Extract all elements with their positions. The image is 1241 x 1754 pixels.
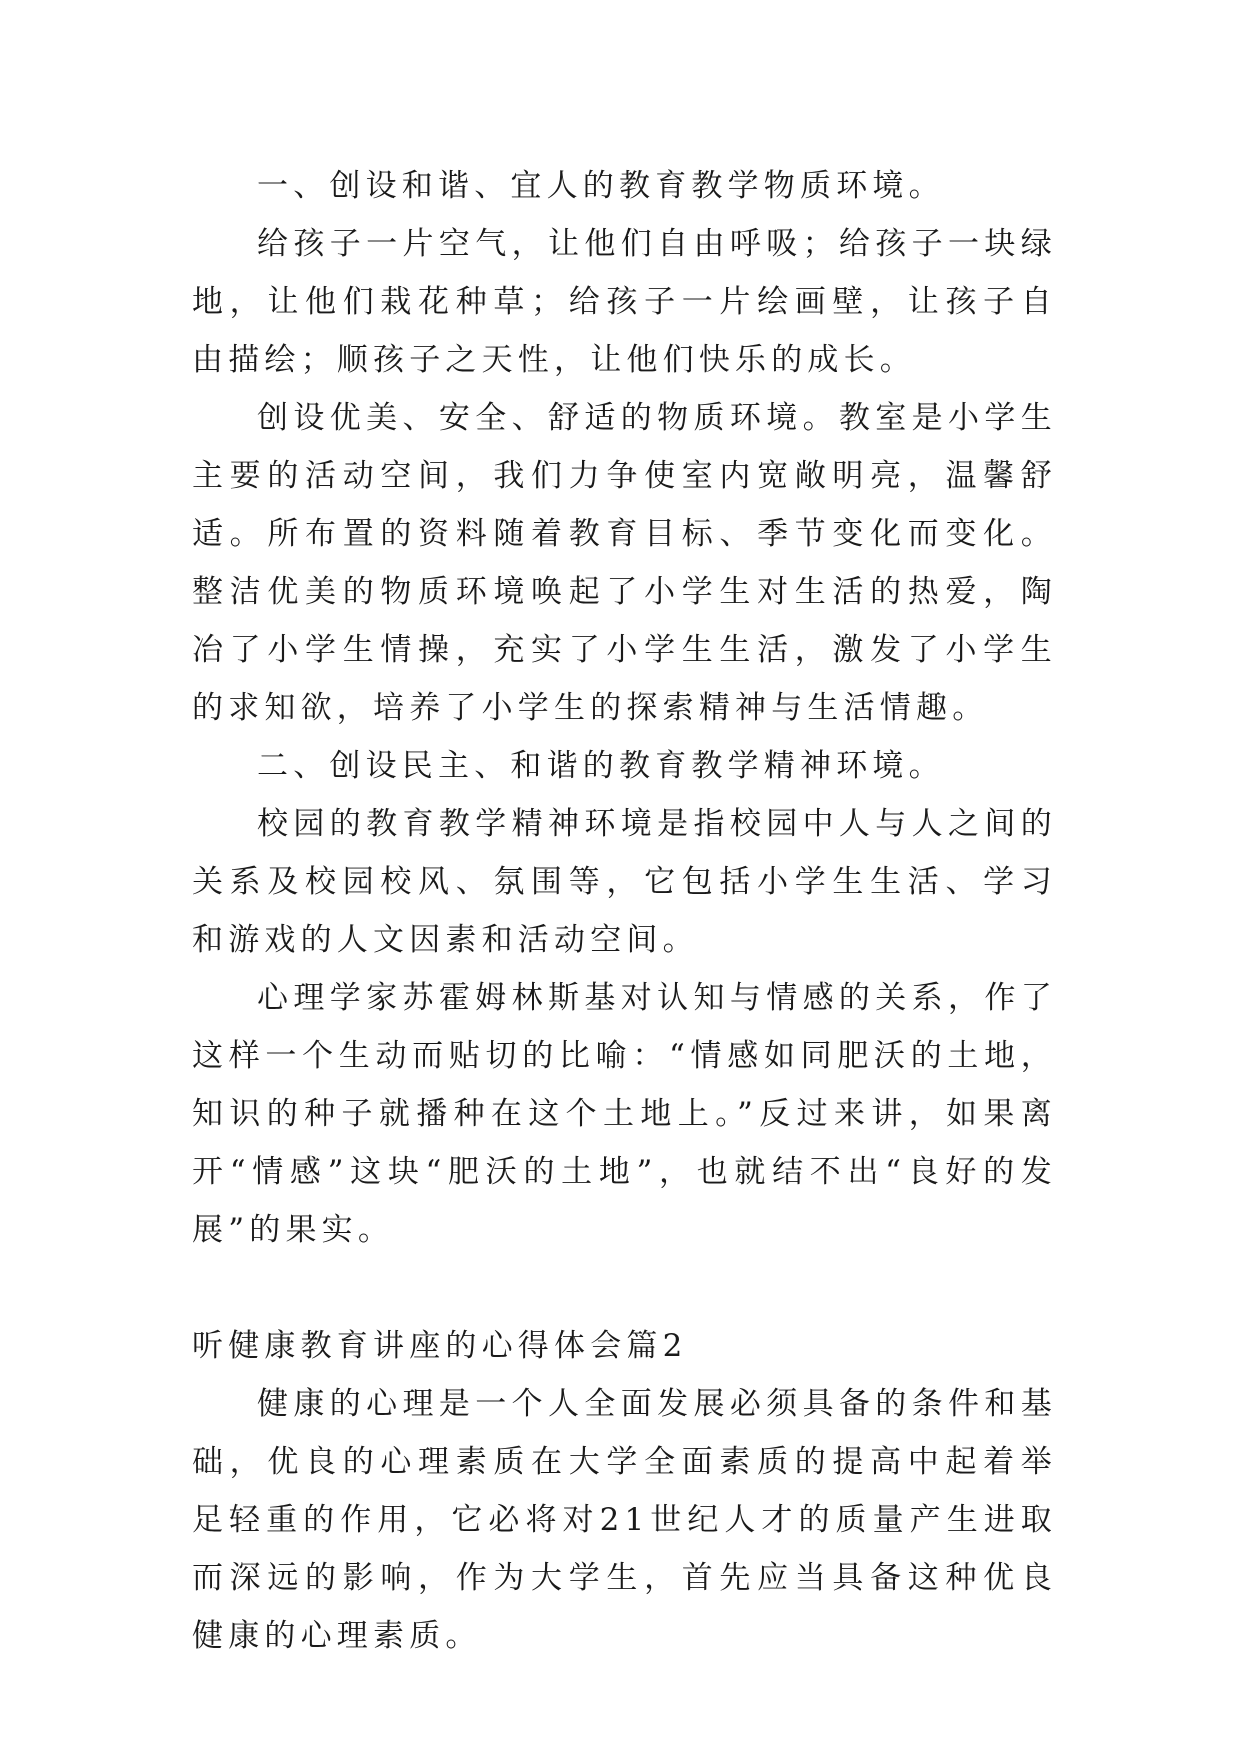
paragraph: 给孩子一片空气，让他们自由呼吸；给孩子一块绿地，让他们栽花种草；给孩子一片绘画壁，让孩子自由描绘；顺孩子之天性，让他们快乐的成长。 <box>192 226 1057 378</box>
heading-one: 一、创设和谐、宜人的教育教学物质环境。 <box>257 168 945 204</box>
heading-two: 二、创设民主、和谐的教育教学精神环境。 <box>257 748 945 784</box>
paragraph: 心理学家苏霍姆林斯基对认知与情感的关系，作了这样一个生动而贴切的比喻：“情感如同肥沃的土地，知识的种子就播种在这个土地上。”反过来讲，如果离开“情感”这块“肥沃的土地”，也就结不出“良好的发展”的果实。 <box>192 980 1057 1248</box>
document-page <box>192 157 1057 1665</box>
paragraph: 健康的心理是一个人全面发展必须具备的条件和基础，优良的心理素质在大学全面素质的提高中起着举足轻重的作用，它必将对21世纪人才的质量产生进取而深远的影响，作为大学生，首先应当具备这种优良健康的心理素质。 <box>192 1386 1057 1654</box>
paragraph: 创设优美、安全、舒适的物质环境。教室是小学生主要的活动空间，我们力争使室内宽敞明亮，温馨舒适。所布置的资料随着教育目标、季节变化而变化。整洁优美的物质环境唤起了小学生对生活的热爱，陶冶了小学生情操，充实了小学生生活，激发了小学生的求知欲，培养了小学生的探索精神与生活情趣。 <box>192 400 1057 726</box>
paragraph: 校园的教育教学精神环境是指校园中人与人之间的关系及校园校风、氛围等，它包括小学生生活、学习和游戏的人文因素和活动空间。 <box>192 806 1057 958</box>
section-title: 听健康教育讲座的心得体会篇2 <box>192 1328 688 1364</box>
